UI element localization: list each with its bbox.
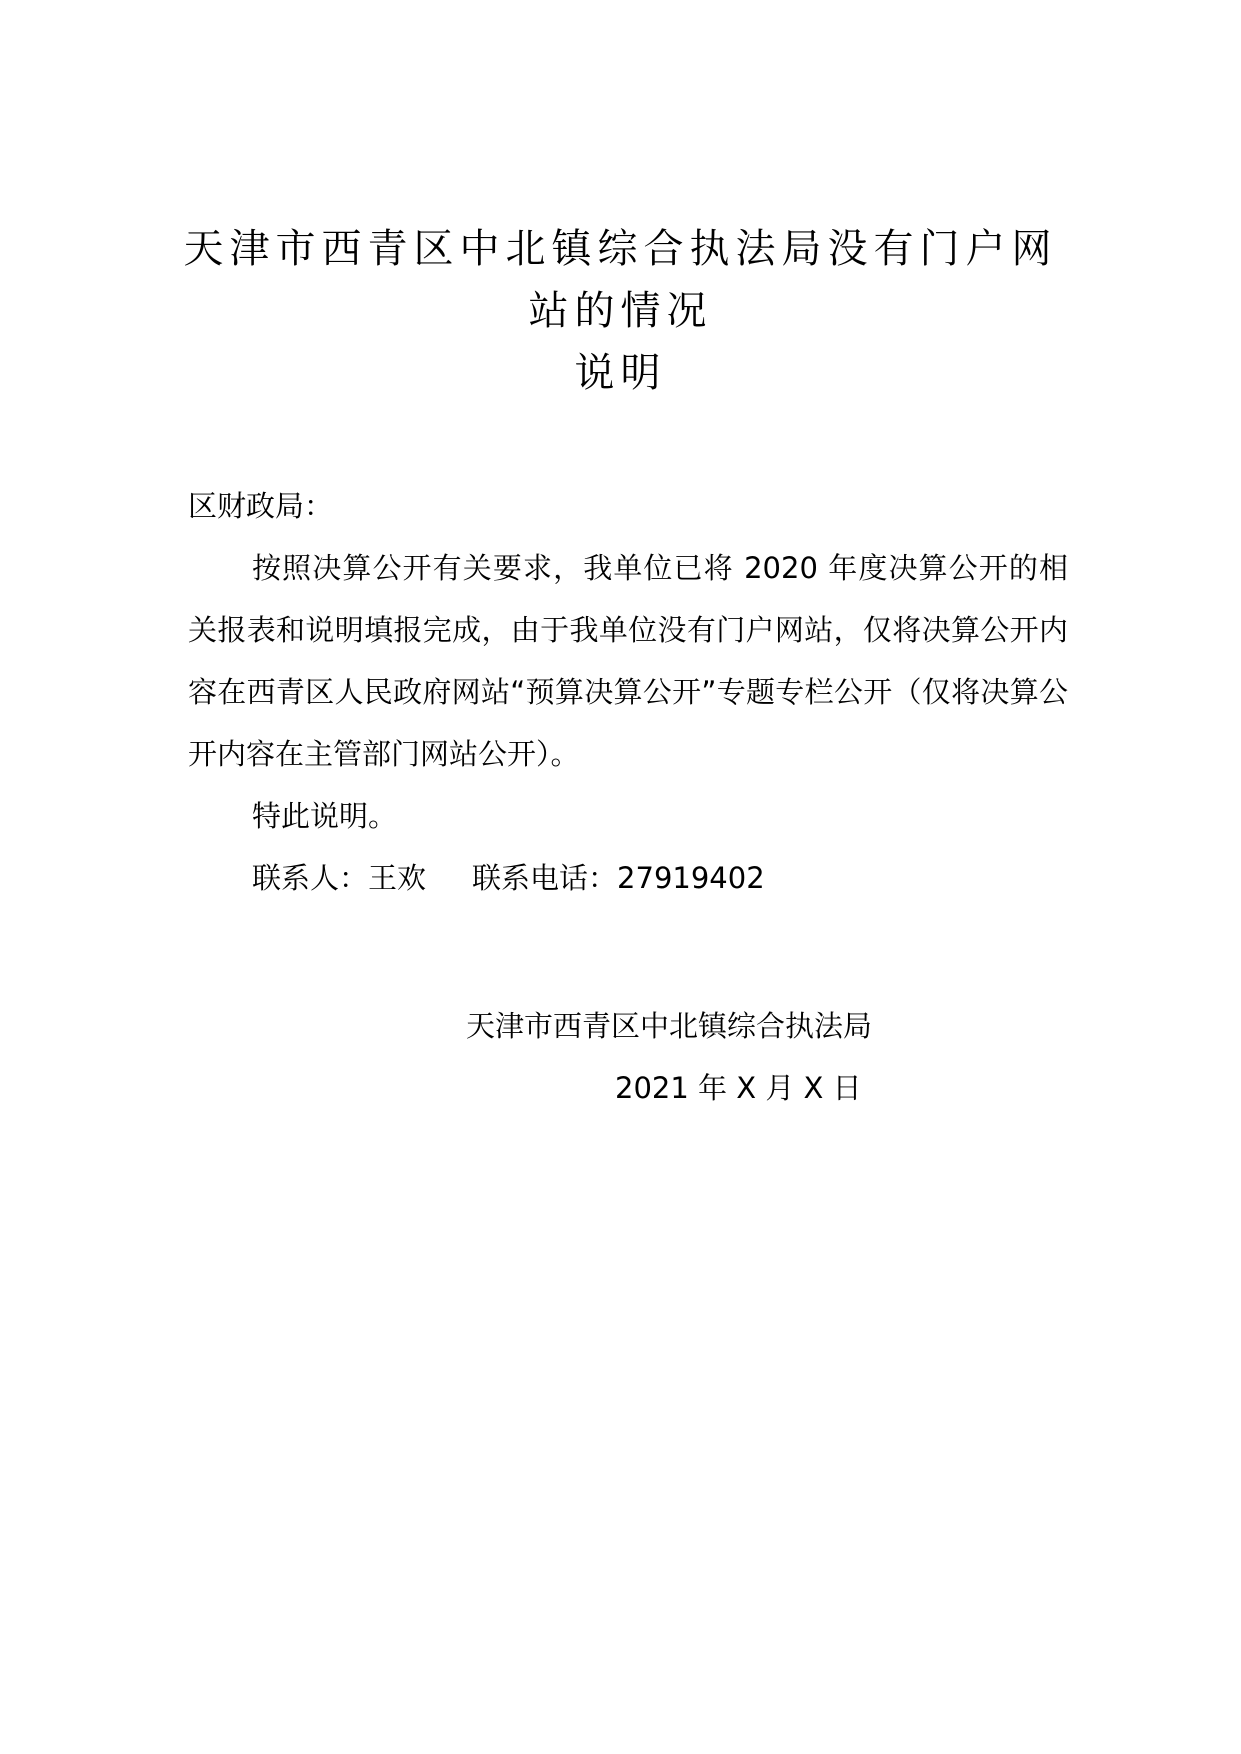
contact-phone-number: 27919402 xyxy=(617,861,765,895)
body-paragraph: 按照决算公开有关要求，我单位已将 2020 年度决算公开的相关报表和说明填报完成，由于我单位没有门户网站，仅将决算公开内容在西青区人民政府网站“预算决算公开”专题专栏公开（仅将决算公开内容在主管部门网站公开）。 xyxy=(188,551,1068,771)
signature-organization: 天津市西青区中北镇综合执法局 xyxy=(466,1009,873,1043)
contact-person-label: 联系人： xyxy=(252,861,369,895)
signature-date: 2021 年 X 月 X 日 xyxy=(615,1071,862,1105)
addressee: 区财政局： xyxy=(188,489,334,523)
contact-phone-label: 联系电话： xyxy=(472,861,618,895)
title-line-1: 天津市西青区中北镇综合执法局没有门户网 xyxy=(183,226,1058,272)
closing-note: 特此说明。 xyxy=(252,799,398,833)
contact-line xyxy=(252,847,1132,909)
document-title xyxy=(0,218,1241,404)
title-line-2: 站的情况 xyxy=(528,288,713,334)
contact-person-name: 王欢 xyxy=(368,861,427,895)
title-line-3: 说明 xyxy=(574,350,667,396)
